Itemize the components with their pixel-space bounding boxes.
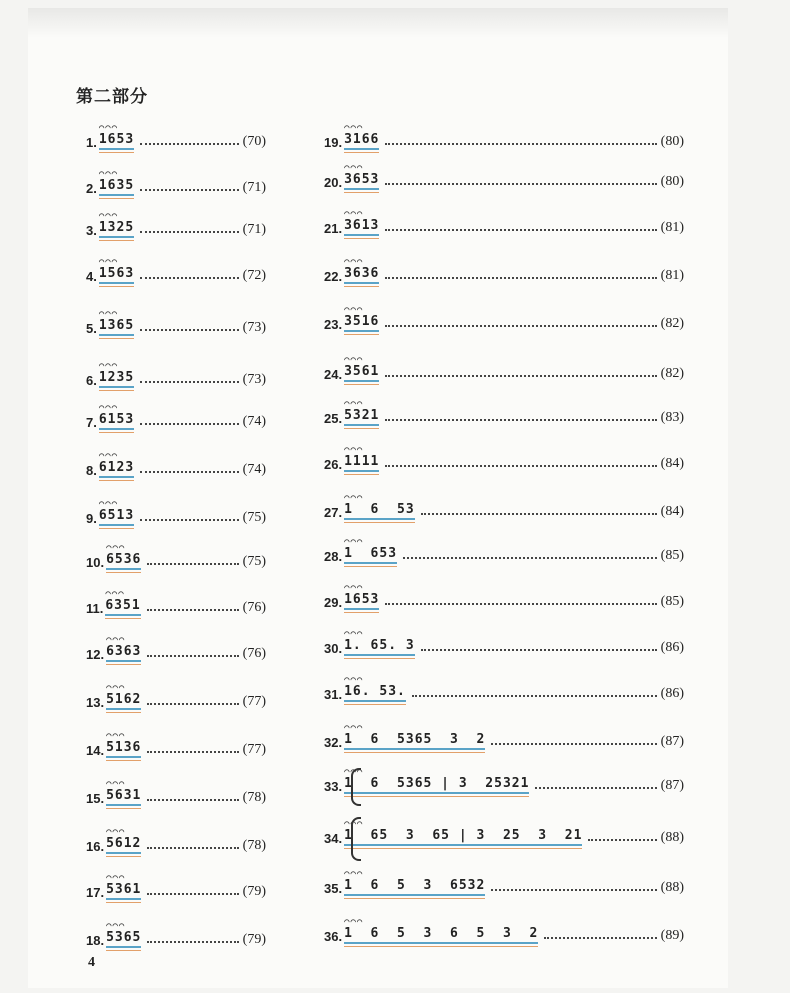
entry-number: 5.: [86, 321, 97, 336]
toc-entry[interactable]: [86, 258, 266, 284]
leader-dots: [385, 182, 656, 185]
leader-dots: [412, 694, 657, 697]
toc-entry[interactable]: [324, 494, 684, 520]
toc-entry[interactable]: [324, 446, 684, 472]
toc-entry[interactable]: [324, 164, 684, 190]
toc-entry[interactable]: [324, 538, 684, 564]
jianpu-notation: ⌒⌒⌒ 5365: [106, 931, 141, 948]
jianpu-notation: ⌒⌒⌒ 1111: [344, 455, 379, 472]
toc-entry[interactable]: [86, 636, 266, 662]
leader-dots: [140, 470, 239, 473]
entry-number: 4.: [86, 269, 97, 284]
system-brace: [351, 817, 361, 861]
jianpu-notation: ⌒⌒⌒ 6536: [106, 553, 141, 570]
entry-page-ref: (81): [660, 268, 684, 283]
toc-entry[interactable]: [324, 210, 684, 236]
leader-dots: [147, 798, 238, 801]
leader-dots: [140, 422, 239, 425]
leader-dots: [385, 276, 656, 279]
leader-dots: [544, 936, 656, 939]
entry-page-ref: (83): [660, 410, 684, 425]
entry-page-ref: (74): [242, 462, 266, 477]
jianpu-notation: ⌒⌒⌒ 5136: [106, 741, 141, 758]
entry-page-ref: (87): [660, 778, 684, 793]
entry-number: 19.: [324, 135, 343, 150]
jianpu-notation: ⌒⌒⌒ 6153: [99, 413, 134, 430]
jianpu-notation: ⌒⌒⌒ 1635: [99, 179, 134, 196]
jianpu-notation: ⌒⌒⌒ 3613: [344, 219, 379, 236]
entry-page-ref: (88): [660, 880, 684, 895]
entry-page-ref: (73): [242, 372, 266, 387]
jianpu-notation: ⌒⌒⌒ 5612: [106, 837, 141, 854]
entry-page-ref: (75): [242, 510, 266, 525]
toc-entry[interactable]: [86, 452, 266, 478]
jianpu-notation: ⌒⌒⌒ 1365: [99, 319, 134, 336]
toc-entry[interactable]: [324, 918, 684, 944]
entry-page-ref: (84): [660, 456, 684, 471]
leader-dots: [140, 142, 239, 145]
toc-entry[interactable]: [86, 732, 266, 758]
toc-entry[interactable]: [86, 544, 266, 570]
entry-page-ref: (87): [660, 734, 684, 749]
jianpu-notation: ⌒⌒⌒ 16. 53.: [344, 685, 406, 702]
entry-page-ref: (86): [660, 686, 684, 701]
toc-entry[interactable]: [324, 820, 684, 846]
jianpu-notation: ⌒⌒⌒ 5321: [344, 409, 379, 426]
entry-number: 20.: [324, 175, 343, 190]
entry-page-ref: (77): [242, 694, 266, 709]
toc-entry[interactable]: [86, 212, 266, 238]
toc-entry[interactable]: [86, 828, 266, 854]
toc-entry[interactable]: [86, 780, 266, 806]
entry-page-ref: (81): [660, 220, 684, 235]
leader-dots: [140, 276, 239, 279]
leader-dots: [140, 518, 239, 521]
entry-page-ref: (88): [660, 830, 684, 845]
jianpu-notation: ⌒⌒⌒ 5162: [106, 693, 141, 710]
entry-page-ref: (76): [242, 600, 266, 615]
jianpu-notation: ⌒⌒⌒ 3653: [344, 173, 379, 190]
entry-page-ref: (78): [242, 790, 266, 805]
jianpu-notation: ⌒⌒⌒ 6123: [99, 461, 134, 478]
toc-entry[interactable]: [324, 124, 684, 150]
entry-number: 28.: [324, 549, 343, 564]
leader-dots: [147, 702, 238, 705]
entry-number: 6.: [86, 373, 97, 388]
jianpu-notation: ⌒⌒⌒ 1 6 5365 3 2: [344, 733, 485, 750]
leader-dots: [385, 324, 656, 327]
jianpu-notation: ⌒⌒⌒ 1. 65. 3: [344, 639, 415, 656]
toc-entry[interactable]: [324, 870, 684, 896]
entry-number: 26.: [324, 457, 343, 472]
entry-number: 34.: [324, 831, 343, 846]
jianpu-notation: ⌒⌒⌒ 3561: [344, 365, 379, 382]
jianpu-notation: ⌒⌒⌒ 1563: [99, 267, 134, 284]
entry-number: 35.: [324, 881, 343, 896]
entry-number: 13.: [86, 695, 105, 710]
entry-number: 24.: [324, 367, 343, 382]
toc-entry[interactable]: [86, 362, 266, 388]
leader-dots: [147, 654, 238, 657]
leader-dots: [147, 940, 238, 943]
leader-dots: [588, 838, 656, 841]
jianpu-notation: ⌒⌒⌒ 5361: [106, 883, 141, 900]
leader-dots: [385, 142, 656, 145]
toc-entry[interactable]: [86, 404, 266, 430]
entry-page-ref: (79): [242, 884, 266, 899]
leader-dots: [147, 608, 239, 611]
toc-entry[interactable]: [324, 258, 684, 284]
jianpu-notation: ⌒⌒⌒ 1 653: [344, 547, 397, 564]
entry-number: 8.: [86, 463, 97, 478]
leader-dots: [147, 846, 238, 849]
leader-dots: [385, 228, 656, 231]
entry-page-ref: (71): [242, 222, 266, 237]
jianpu-notation: ⌒⌒⌒ 3166: [344, 133, 379, 150]
jianpu-notation: ⌒⌒⌒ 1 6 5365 | 3 25321: [344, 777, 529, 794]
entry-page-ref: (71): [242, 180, 266, 195]
entry-number: 18.: [86, 933, 105, 948]
entry-number: 17.: [86, 885, 105, 900]
leader-dots: [147, 562, 238, 565]
jianpu-notation: ⌒⌒⌒ 3636: [344, 267, 379, 284]
entry-number: 32.: [324, 735, 343, 750]
entry-page-ref: (79): [242, 932, 266, 947]
toc-entry[interactable]: [86, 310, 266, 336]
entry-number: 21.: [324, 221, 343, 236]
entry-page-ref: (74): [242, 414, 266, 429]
jianpu-notation: ⌒⌒⌒ 5631: [106, 789, 141, 806]
leader-dots: [385, 418, 656, 421]
entry-page-ref: (80): [660, 174, 684, 189]
entry-page-ref: (76): [242, 646, 266, 661]
leader-dots: [535, 786, 656, 789]
jianpu-notation: ⌒⌒⌒ 1 6 5 3 6532: [344, 879, 485, 896]
entry-number: 11.: [86, 601, 104, 616]
entry-number: 1.: [86, 135, 97, 150]
toc-entry[interactable]: [86, 590, 266, 616]
jianpu-notation: ⌒⌒⌒ 6363: [106, 645, 141, 662]
toc-entry[interactable]: [324, 584, 684, 610]
toc-entry[interactable]: [324, 676, 684, 702]
jianpu-notation: ⌒⌒⌒ 1 6 53: [344, 503, 415, 520]
entry-page-ref: (77): [242, 742, 266, 757]
toc-entry[interactable]: [86, 874, 266, 900]
scan-shadow: [28, 8, 728, 38]
jianpu-notation: ⌒⌒⌒ 6513: [99, 509, 134, 526]
entry-number: 30.: [324, 641, 343, 656]
entry-number: 16.: [86, 839, 105, 854]
entry-number: 14.: [86, 743, 105, 758]
jianpu-notation: ⌒⌒⌒ 1325: [99, 221, 134, 238]
entry-page-ref: (73): [242, 320, 266, 335]
leader-dots: [385, 374, 656, 377]
leader-dots: [421, 512, 657, 515]
toc-entry[interactable]: [86, 500, 266, 526]
leader-dots: [403, 556, 657, 559]
entry-number: 12.: [86, 647, 105, 662]
leader-dots: [385, 464, 656, 467]
entry-number: 15.: [86, 791, 105, 806]
system-brace: [351, 768, 361, 806]
jianpu-notation: ⌒⌒⌒ 1653: [344, 593, 379, 610]
leader-dots: [147, 892, 238, 895]
leader-dots: [491, 888, 656, 891]
section-heading: 第二部分: [76, 87, 148, 107]
leader-dots: [385, 602, 656, 605]
entry-number: 9.: [86, 511, 97, 526]
jianpu-notation: ⌒⌒⌒ 1235: [99, 371, 134, 388]
entry-page-ref: (84): [660, 504, 684, 519]
entry-page-ref: (78): [242, 838, 266, 853]
entry-page-ref: (72): [242, 268, 266, 283]
entry-page-ref: (85): [660, 548, 684, 563]
entry-number: 2.: [86, 181, 97, 196]
jianpu-notation: ⌒⌒⌒ 6351: [105, 599, 140, 616]
entry-page-ref: (80): [660, 134, 684, 149]
toc-entry[interactable]: [324, 400, 684, 426]
entry-number: 23.: [324, 317, 343, 332]
toc-entry[interactable]: [86, 170, 266, 196]
jianpu-notation: ⌒⌒⌒ 3516: [344, 315, 379, 332]
entry-page-ref: (75): [242, 554, 266, 569]
toc-entry[interactable]: [86, 922, 266, 948]
entry-page-ref: (70): [242, 134, 266, 149]
entry-number: 36.: [324, 929, 343, 944]
toc-entry[interactable]: [324, 768, 684, 794]
toc-entry[interactable]: [324, 630, 684, 656]
jianpu-notation: ⌒⌒⌒ 1 6 5 3 6 5 3 2: [344, 927, 538, 944]
entry-number: 22.: [324, 269, 343, 284]
entry-page-ref: (86): [660, 640, 684, 655]
entry-page-ref: (82): [660, 366, 684, 381]
entry-number: 7.: [86, 415, 97, 430]
leader-dots: [140, 230, 239, 233]
jianpu-notation: ⌒⌒⌒ 1 65 3 65 | 3 25 3 21: [344, 829, 582, 846]
page-number: 4: [88, 955, 95, 970]
toc-entry[interactable]: [324, 306, 684, 332]
entry-number: 33.: [324, 779, 343, 794]
leader-dots: [140, 380, 239, 383]
jianpu-notation: ⌒⌒⌒ 1653: [99, 133, 134, 150]
leader-dots: [140, 188, 239, 191]
entry-page-ref: (89): [660, 928, 684, 943]
entry-number: 29.: [324, 595, 343, 610]
entry-number: 25.: [324, 411, 343, 426]
toc-entry[interactable]: [86, 684, 266, 710]
entry-number: 3.: [86, 223, 97, 238]
toc-entry[interactable]: [324, 356, 684, 382]
leader-dots: [491, 742, 656, 745]
leader-dots: [421, 648, 657, 651]
leader-dots: [140, 328, 239, 331]
entry-number: 31.: [324, 687, 343, 702]
entry-number: 10.: [86, 555, 105, 570]
leader-dots: [147, 750, 238, 753]
entry-number: 27.: [324, 505, 343, 520]
toc-entry[interactable]: [86, 124, 266, 150]
entry-page-ref: (85): [660, 594, 684, 609]
toc-entry[interactable]: [324, 724, 684, 750]
entry-page-ref: (82): [660, 316, 684, 331]
